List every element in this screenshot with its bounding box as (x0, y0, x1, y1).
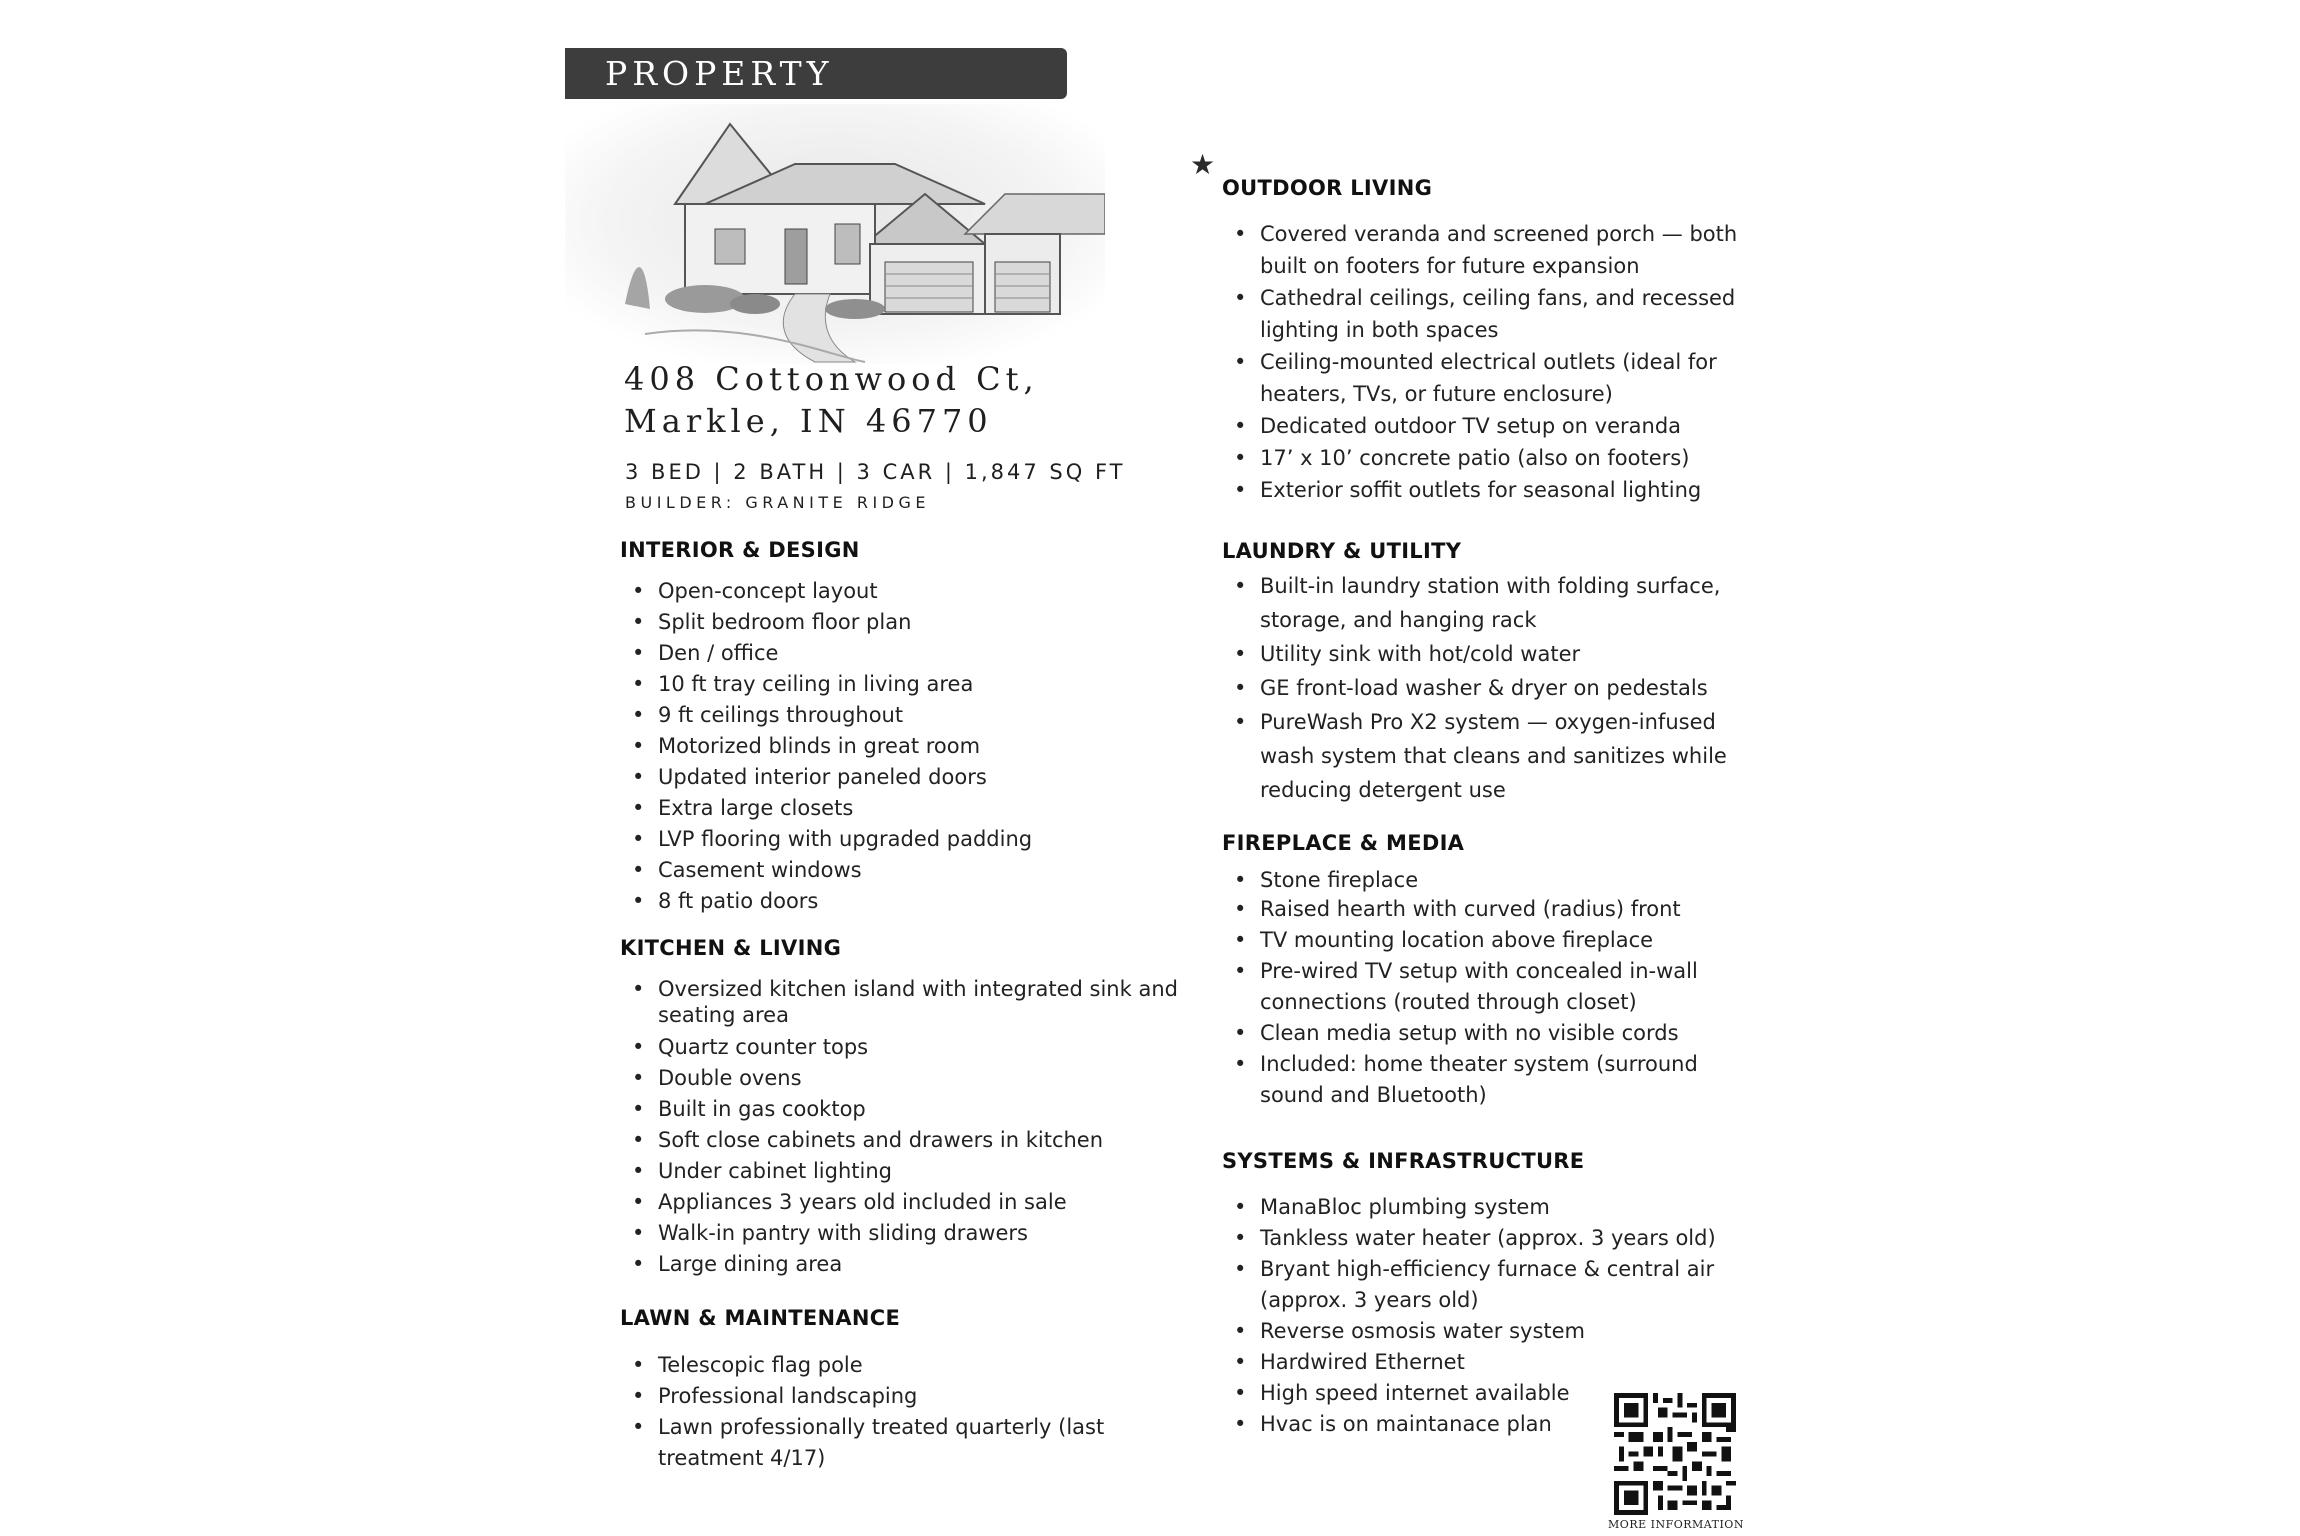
list-item: • Appliances 3 years old included in sale (620, 1187, 1180, 1218)
list-item: • Raised hearth with curved (radius) front (1222, 894, 1767, 925)
list-item: • 10 ft tray ceiling in living area (620, 669, 1180, 700)
list-item: • Walk-in pantry with sliding drawers (620, 1218, 1180, 1249)
list-item: • Updated interior paneled doors (620, 762, 1180, 793)
list-item: • Ceiling-mounted electrical outlets (ideal for heaters, TVs, or future enclosure) (1222, 346, 1767, 410)
list-item: • Tankless water heater (approx. 3 years old) (1222, 1223, 1767, 1254)
list-item: • 9 ft ceilings throughout (620, 700, 1180, 731)
laundry-feature-list (1222, 569, 1767, 807)
list-item: • Soft close cabinets and drawers in kitchen (620, 1125, 1180, 1156)
list-item: • Professional landscaping (620, 1381, 1160, 1412)
list-item: • Open-concept layout (620, 576, 1180, 607)
qr-label: MORE INFORMATION (1608, 1518, 1744, 1531)
page-title: PROPERTY (605, 54, 834, 93)
section-title-systems: SYSTEMS & INFRASTRUCTURE (1222, 1149, 1585, 1173)
list-item: • Extra large closets (620, 793, 1180, 824)
list-item: • LVP flooring with upgraded padding (620, 824, 1180, 855)
property-specs: 3 BED | 2 BATH | 3 CAR | 1,847 SQ FT (625, 460, 1126, 484)
list-item: • Exterior soffit outlets for seasonal lighting (1222, 474, 1767, 506)
list-item: • Under cabinet lighting (620, 1156, 1180, 1187)
list-item: • Stone fireplace (1222, 868, 1767, 893)
address-line-2: Markle, IN 46770 (624, 402, 993, 440)
list-item: • Split bedroom floor plan (620, 607, 1180, 638)
list-item: • Large dining area (620, 1249, 1180, 1280)
kitchen-feature-list (620, 976, 1180, 1280)
section-title-kitchen: KITCHEN & LIVING (620, 936, 842, 960)
list-item: • Quartz counter tops (620, 1032, 1180, 1063)
list-item: • TV mounting location above fireplace (1222, 925, 1767, 956)
list-item: • ManaBloc plumbing system (1222, 1192, 1767, 1223)
list-item: • Clean media setup with no visible cords (1222, 1018, 1767, 1049)
list-item: • PureWash Pro X2 system — oxygen-infused wash system that cleans and sanitizes while reducing detergent use (1222, 705, 1767, 807)
list-item: • Bryant high-efficiency furnace & central air (approx. 3 years old) (1222, 1254, 1767, 1316)
list-item: • Hvac is on maintanace plan (1222, 1409, 1640, 1440)
list-item: • Telescopic flag pole (620, 1350, 1160, 1381)
list-item: • GE front-load washer & dryer on pedestals (1222, 671, 1767, 705)
list-item: • 17’ x 10’ concrete patio (also on footers) (1222, 442, 1767, 474)
section-title-laundry: LAUNDRY & UTILITY (1222, 539, 1462, 563)
list-item: • Dedicated outdoor TV setup on veranda (1222, 410, 1767, 442)
list-item: • Utility sink with hot/cold water (1222, 637, 1767, 671)
section-title-outdoor: OUTDOOR LIVING (1222, 176, 1433, 200)
list-item: • Built-in laundry station with folding surface, storage, and hanging rack (1222, 569, 1767, 637)
list-item: • 8 ft patio doors (620, 886, 1180, 917)
list-item: • Den / office (620, 638, 1180, 669)
list-item: • Lawn professionally treated quarterly (last treatment 4/17) (620, 1412, 1160, 1474)
list-item: • Casement windows (620, 855, 1180, 886)
property-address (624, 358, 1184, 442)
list-item: • Reverse osmosis water system (1222, 1316, 1767, 1347)
lawn-feature-list (620, 1350, 1160, 1474)
list-item: • Motorized blinds in great room (620, 731, 1180, 762)
list-item: • Hardwired Ethernet (1222, 1347, 1767, 1378)
list-item: • Pre-wired TV setup with concealed in-wall connections (routed through closet) (1222, 956, 1767, 1018)
house-sketch-illustration (565, 104, 1105, 364)
list-item: • Covered veranda and screened porch — both built on footers for future expansion (1222, 218, 1767, 282)
section-title-lawn: LAWN & MAINTENANCE (620, 1306, 901, 1330)
list-item: • Included: home theater system (surround sound and Bluetooth) (1222, 1049, 1767, 1111)
builder-name: BUILDER: GRANITE RIDGE (625, 493, 930, 512)
list-item: • Oversized kitchen island with integrated sink and seating area (620, 976, 1180, 1028)
star-icon: ★ (1190, 148, 1216, 181)
fireplace-feature-list (1222, 868, 1767, 1111)
address-line-1: 408 Cottonwood Ct, (624, 360, 1039, 398)
section-title-fireplace: FIREPLACE & MEDIA (1222, 831, 1465, 855)
page-title-banner (565, 48, 1067, 99)
list-item: • High speed internet available (1222, 1378, 1640, 1409)
qr-code-icon[interactable] (1614, 1393, 1736, 1515)
list-item: • Built in gas cooktop (620, 1094, 1180, 1125)
interior-feature-list (620, 576, 1180, 917)
section-title-interior: INTERIOR & DESIGN (620, 538, 860, 562)
list-item: • Cathedral ceilings, ceiling fans, and recessed lighting in both spaces (1222, 282, 1767, 346)
list-item: • Double ovens (620, 1063, 1180, 1094)
outdoor-feature-list (1222, 218, 1767, 506)
